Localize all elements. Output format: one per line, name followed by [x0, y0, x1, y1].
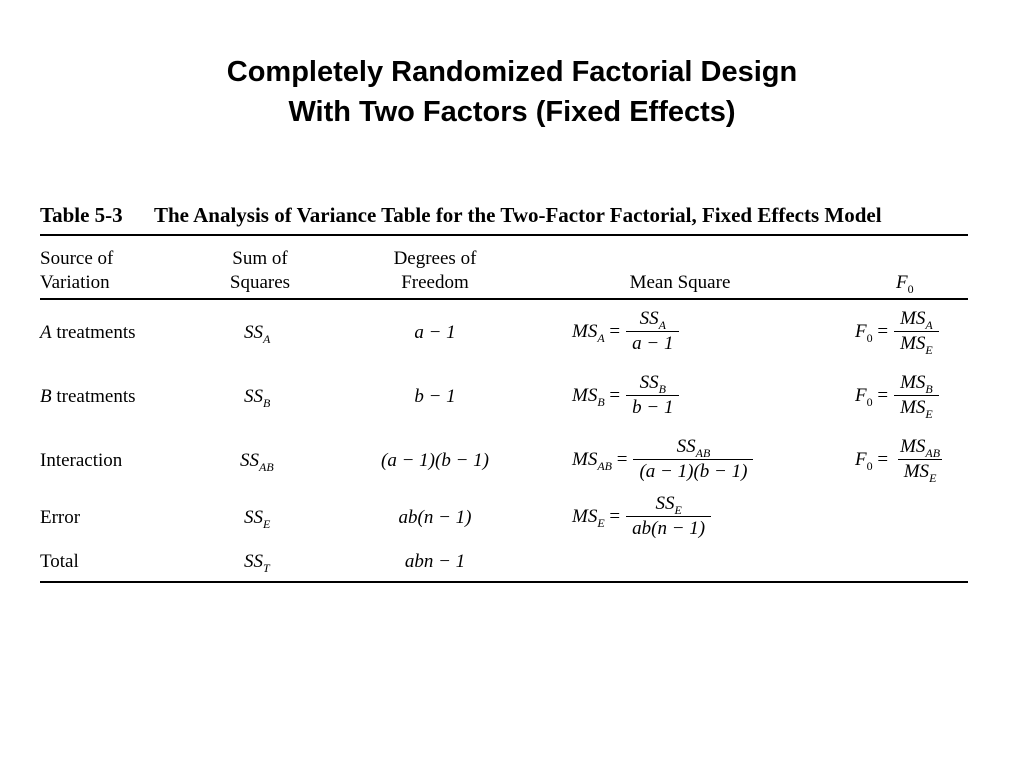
f-num-sub: B — [925, 382, 933, 396]
row-mean-square — [572, 372, 679, 419]
ms-equals: = — [612, 448, 628, 470]
slide-title — [0, 52, 1024, 132]
f-equals: = — [872, 448, 889, 470]
ss-base: SS — [244, 551, 263, 572]
row-sum-of-squares — [244, 550, 270, 574]
ms-denominator: (a − 1)(b − 1) — [633, 459, 753, 483]
header-ss-line-1: Sum of — [232, 248, 288, 269]
source-text: treatments — [51, 322, 136, 343]
ms-num-base: SS — [639, 372, 659, 393]
ms-fraction — [626, 372, 679, 419]
source-variable: A — [40, 322, 52, 343]
ms-equals: = — [604, 505, 621, 527]
header-ss-line-2: Squares — [229, 272, 291, 293]
ss-sub: E — [263, 517, 271, 531]
ms-num-sub: AB — [695, 446, 711, 460]
ms-num-sub: A — [658, 318, 666, 332]
header-source-line-1: Source of — [40, 248, 114, 269]
ss-sub: AB — [259, 460, 274, 474]
row-mean-square — [572, 436, 753, 483]
row-source — [40, 385, 136, 409]
header-source-line-2: Variation — [40, 272, 110, 293]
row-degrees-of-freedom: (a − 1)(b − 1) — [381, 450, 489, 471]
ms-fraction — [626, 493, 711, 540]
ss-sub: A — [263, 332, 271, 346]
row-f-ratio — [855, 308, 939, 355]
ms-fraction — [633, 436, 753, 483]
ss-base: SS — [240, 450, 259, 471]
ms-sub: A — [597, 330, 605, 345]
f-equals: = — [872, 384, 889, 406]
f-num-sub: AB — [925, 446, 941, 460]
f-fraction — [894, 308, 939, 355]
ss-base: SS — [244, 507, 263, 528]
row-f-ratio — [855, 372, 939, 419]
table-caption-label: Table 5-3 — [40, 203, 123, 227]
table-bottom-rule — [40, 581, 968, 583]
ms-sub: B — [597, 394, 605, 409]
row-source: Total — [40, 551, 79, 572]
ms-base: MS — [572, 320, 598, 342]
f-num-base: MS — [900, 308, 926, 329]
ms-fraction — [626, 308, 679, 355]
row-sum-of-squares — [244, 321, 270, 345]
ms-equals: = — [604, 320, 621, 342]
row-sum-of-squares — [240, 449, 274, 473]
ms-num-base: SS — [639, 308, 659, 329]
f-base: F — [855, 448, 867, 470]
f-base: F — [855, 320, 867, 342]
f-sub: 0 — [866, 394, 873, 409]
ms-num-sub: B — [658, 382, 666, 396]
row-mean-square — [572, 308, 679, 355]
slide-title-line-1: Completely Randomized Factorial Design — [226, 56, 798, 88]
ss-base: SS — [244, 322, 263, 343]
table-top-rule — [40, 234, 968, 236]
f-sub: 0 — [866, 330, 873, 345]
f-fraction — [894, 372, 939, 419]
header-df-line-1: Degrees of — [393, 248, 477, 269]
ms-denominator: ab(n − 1) — [626, 516, 711, 540]
ss-sub: B — [263, 396, 271, 410]
f-den-sub: E — [925, 343, 933, 357]
row-degrees-of-freedom: ab(n − 1) — [398, 507, 472, 528]
row-sum-of-squares — [244, 385, 270, 409]
header-degrees-of-freedom — [360, 247, 510, 295]
header-f-sub: 0 — [907, 282, 914, 296]
row-source: Interaction — [40, 450, 123, 471]
f-num-base: MS — [900, 436, 926, 457]
f-fraction — [894, 436, 946, 483]
header-source — [40, 247, 113, 295]
header-mean-square: Mean Square — [629, 272, 731, 293]
f-sub: 0 — [866, 458, 873, 473]
ms-base: MS — [572, 505, 598, 527]
header-f0 — [896, 271, 914, 295]
ms-num-sub: E — [674, 503, 682, 517]
slide-title-line-2: With Two Factors (Fixed Effects) — [288, 96, 736, 128]
source-variable: B — [40, 386, 52, 407]
ms-sub: E — [597, 515, 605, 530]
f-equals: = — [872, 320, 889, 342]
ms-num-base: SS — [655, 493, 675, 514]
row-degrees-of-freedom: a − 1 — [414, 322, 456, 343]
f-den-sub: E — [925, 407, 933, 421]
f-num-sub: A — [925, 318, 933, 332]
header-rule — [40, 298, 968, 300]
row-sum-of-squares — [244, 506, 270, 530]
f-den-base: MS — [900, 333, 926, 354]
ms-denominator: b − 1 — [626, 395, 679, 419]
ms-num-base: SS — [676, 436, 696, 457]
ms-equals: = — [604, 384, 621, 406]
f-base: F — [855, 384, 867, 406]
ms-base: MS — [572, 384, 598, 406]
f-num-base: MS — [900, 372, 926, 393]
f-den-base: MS — [900, 397, 926, 418]
ms-sub: AB — [597, 458, 612, 473]
ms-denominator: a − 1 — [626, 331, 679, 355]
ss-sub: T — [263, 561, 270, 575]
row-source: Error — [40, 507, 81, 528]
header-f-base: F — [896, 272, 908, 293]
table-caption-title: The Analysis of Variance Table for the Two-Factor Factorial, Fixed Effects Model — [154, 203, 882, 227]
row-degrees-of-freedom: b − 1 — [414, 386, 456, 407]
header-df-line-2: Freedom — [401, 272, 469, 293]
ms-base: MS — [572, 448, 598, 470]
row-degrees-of-freedom: abn − 1 — [404, 551, 466, 572]
header-sum-of-squares — [200, 247, 320, 295]
row-f-ratio — [855, 436, 946, 483]
ss-base: SS — [244, 386, 263, 407]
table-caption — [40, 203, 882, 228]
row-source — [40, 321, 136, 345]
f-den-base: MS — [903, 461, 930, 482]
f-den-sub: E — [929, 471, 937, 485]
row-mean-square — [572, 493, 711, 540]
source-text: treatments — [51, 386, 136, 407]
